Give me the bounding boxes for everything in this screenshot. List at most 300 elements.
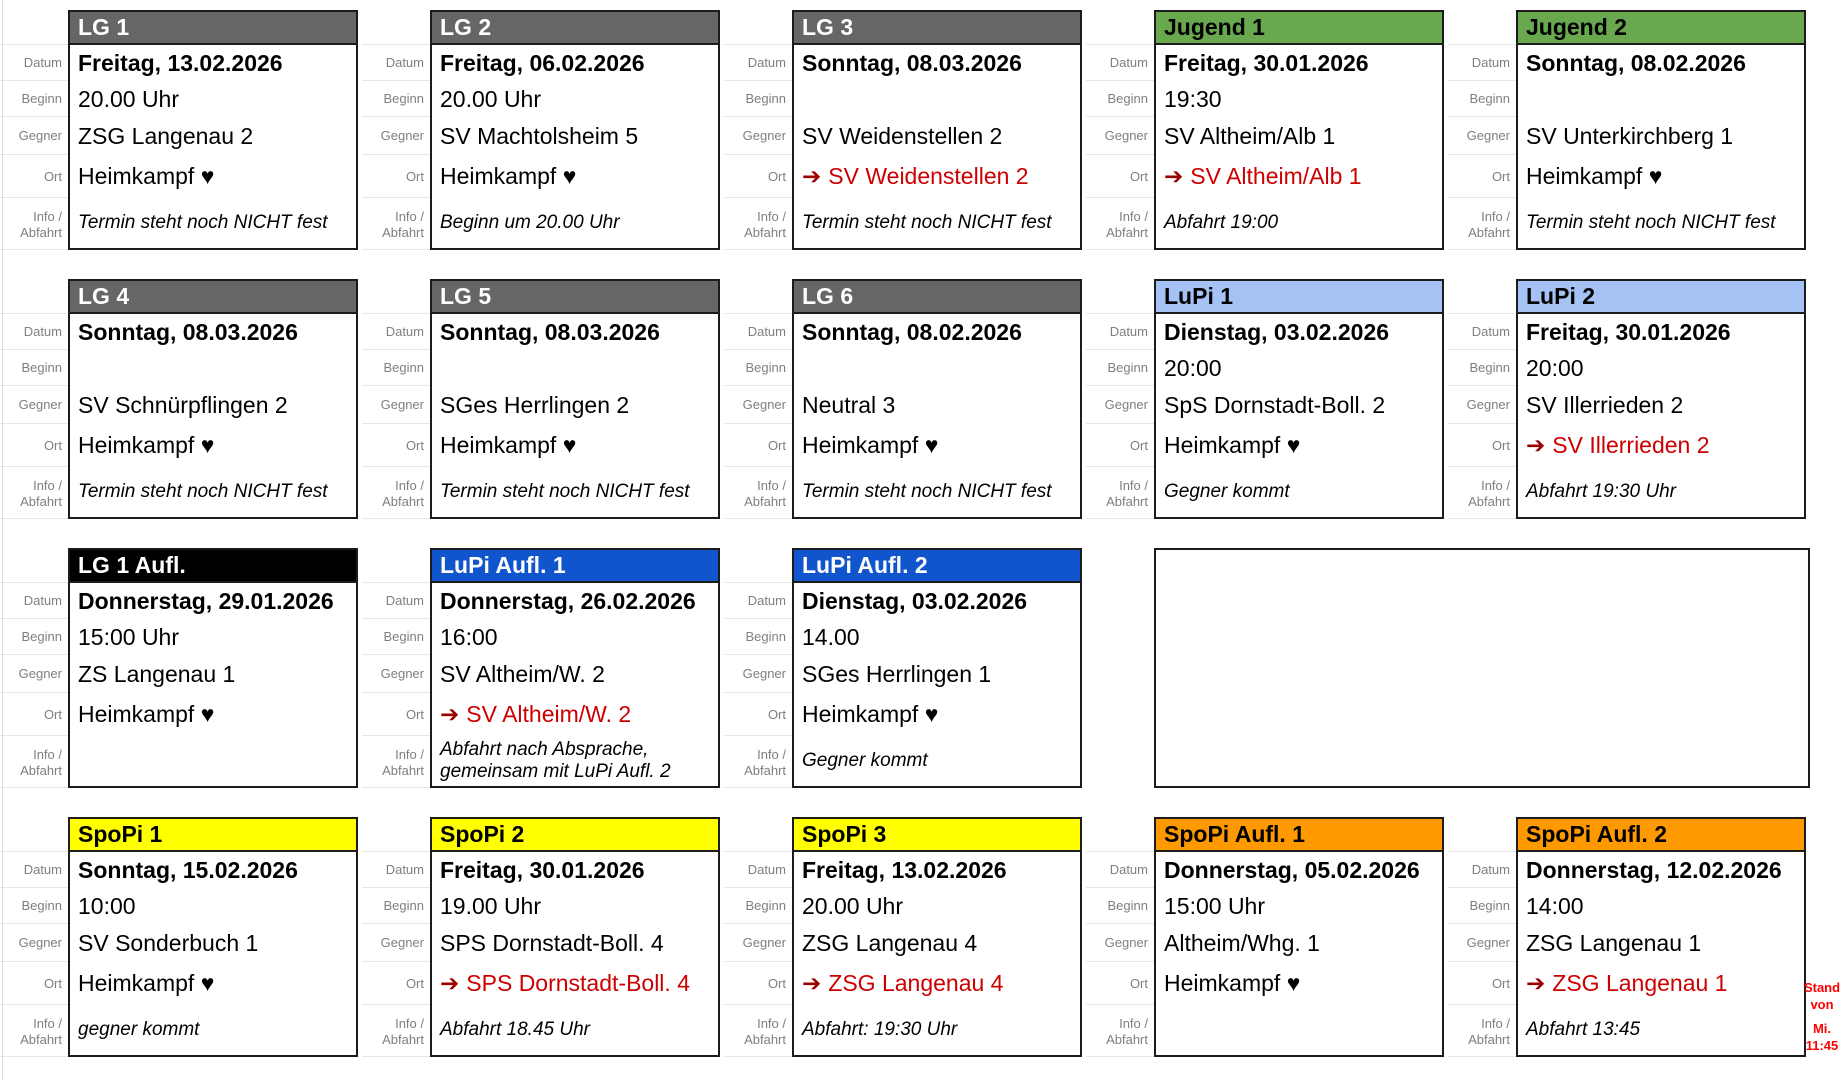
label-beginn: Beginn	[21, 91, 62, 106]
match-card	[1154, 10, 1444, 250]
label-gegner-row	[1448, 117, 1516, 155]
label-datum: Datum	[385, 862, 424, 877]
card-beginn: 10:00	[78, 892, 136, 919]
card-beginn: 19.00 Uhr	[440, 892, 542, 919]
card-header	[70, 550, 356, 583]
label-info: Info / Abfahrt	[1468, 477, 1510, 509]
label-datum-row	[724, 852, 792, 888]
card-header	[1518, 819, 1804, 852]
card-row-labels	[362, 10, 430, 250]
card-ort	[794, 424, 1080, 467]
label-info: Info / Abfahrt	[382, 746, 424, 778]
label-datum: Datum	[747, 324, 786, 339]
label-ort: Ort	[405, 975, 424, 991]
card-info-text: Beginn um 20.00 Uhr	[440, 211, 620, 233]
card-info	[432, 467, 718, 517]
gutter-header-spacer	[724, 819, 792, 852]
label-info-row	[0, 736, 68, 788]
label-info: Info / Abfahrt	[744, 1015, 786, 1047]
label-beginn: Beginn	[1107, 360, 1148, 375]
card-title: LG 2	[440, 14, 492, 40]
label-datum-row	[1448, 852, 1516, 888]
gutter-header-spacer	[0, 12, 68, 45]
gutter-header-spacer	[724, 550, 792, 583]
away-arrow-icon: ➔	[1526, 970, 1546, 996]
card-info-text: Termin steht noch NICHT fest	[78, 480, 328, 502]
match-card	[792, 548, 1082, 788]
label-gegner-row	[0, 117, 68, 155]
stand-label: Stand von	[1803, 980, 1841, 1012]
card-gegner: SV Schnürpflingen 2	[78, 391, 288, 418]
label-ort-row	[1448, 424, 1516, 467]
label-beginn: Beginn	[21, 629, 62, 644]
gutter-header-spacer	[362, 281, 430, 314]
label-gegner-row	[724, 117, 792, 155]
card-gegner: SpS Dornstadt-Boll. 2	[1164, 391, 1386, 418]
label-ort: Ort	[767, 168, 786, 184]
label-beginn-row	[1448, 888, 1516, 924]
label-gegner-row	[1448, 924, 1516, 962]
label-datum: Datum	[747, 593, 786, 608]
label-gegner-row	[0, 924, 68, 962]
match-card-cell	[362, 279, 724, 519]
card-info-text: Gegner kommt	[1164, 480, 1290, 502]
label-ort-row	[724, 155, 792, 198]
card-gegner: SV Sonderbuch 1	[78, 929, 259, 956]
card-gegner: SV Unterkirchberg 1	[1526, 122, 1734, 149]
card-gegner: SV Weidenstellen 2	[802, 122, 1003, 149]
match-card	[430, 10, 720, 250]
label-ort-row	[0, 693, 68, 736]
card-ort-text: Heimkampf ♥	[440, 163, 577, 189]
card-beginn: 14.00	[802, 623, 860, 650]
label-info: Info / Abfahrt	[1106, 1015, 1148, 1047]
label-info: Info / Abfahrt	[20, 746, 62, 778]
label-gegner: Gegner	[742, 397, 786, 412]
card-title: LuPi Aufl. 2	[802, 552, 928, 578]
card-ort	[70, 424, 356, 467]
label-beginn: Beginn	[745, 898, 786, 913]
card-info-text: Termin steht noch NICHT fest	[440, 480, 690, 502]
label-datum-row	[0, 583, 68, 619]
label-ort: Ort	[1129, 975, 1148, 991]
card-datum: Sonntag, 08.02.2026	[1526, 49, 1746, 76]
card-header	[70, 281, 356, 314]
label-datum-row	[0, 45, 68, 81]
gutter-header-spacer	[724, 281, 792, 314]
match-card-cell	[1448, 10, 1810, 250]
match-card	[1516, 10, 1806, 250]
card-info	[1156, 1005, 1442, 1055]
label-info: Info / Abfahrt	[382, 477, 424, 509]
card-info-text: Abfahrt 19:30 Uhr	[1526, 480, 1676, 502]
gutter-header-spacer	[1448, 12, 1516, 45]
label-gegner-row	[362, 924, 430, 962]
gutter-header-spacer	[1086, 12, 1154, 45]
card-info-text: Termin steht noch NICHT fest	[1526, 211, 1776, 233]
label-beginn-row	[724, 350, 792, 386]
label-beginn-row	[1086, 81, 1154, 117]
card-ort-text: ZSG Langenau 4	[828, 970, 1004, 996]
card-title: SpoPi Aufl. 2	[1526, 821, 1667, 847]
card-info	[70, 198, 356, 248]
label-datum: Datum	[23, 324, 62, 339]
card-gegner: SV Altheim/W. 2	[440, 660, 605, 687]
label-ort: Ort	[1491, 168, 1510, 184]
card-beginn: 20:00	[1526, 354, 1584, 381]
card-header	[794, 819, 1080, 852]
card-info	[1156, 467, 1442, 517]
card-title: SpoPi Aufl. 1	[1164, 821, 1305, 847]
card-title: SpoPi 2	[440, 821, 525, 847]
label-beginn-row	[0, 81, 68, 117]
label-ort: Ort	[1129, 437, 1148, 453]
label-ort: Ort	[1491, 437, 1510, 453]
card-info-text: gegner kommt	[78, 1018, 200, 1040]
label-gegner: Gegner	[742, 935, 786, 950]
card-row-labels	[0, 548, 68, 788]
card-beginn	[70, 350, 356, 386]
card-beginn	[794, 81, 1080, 117]
card-beginn: 15:00 Uhr	[78, 623, 180, 650]
card-ort-text: Heimkampf ♥	[1164, 432, 1301, 458]
card-header	[1518, 281, 1804, 314]
card-datum: Dienstag, 03.02.2026	[802, 587, 1028, 614]
label-beginn: Beginn	[1469, 898, 1510, 913]
label-ort-row	[1086, 155, 1154, 198]
label-ort-row	[724, 962, 792, 1005]
card-datum: Sonntag, 08.03.2026	[802, 49, 1022, 76]
card-info	[1518, 1005, 1804, 1055]
label-datum-row	[1086, 852, 1154, 888]
label-ort: Ort	[43, 975, 62, 991]
card-row-labels	[1086, 279, 1154, 519]
label-beginn-row	[362, 888, 430, 924]
card-datum: Freitag, 30.01.2026	[1526, 318, 1731, 345]
label-info: Info / Abfahrt	[1106, 208, 1148, 240]
away-arrow-icon: ➔	[802, 163, 822, 189]
label-ort: Ort	[405, 437, 424, 453]
label-beginn: Beginn	[383, 898, 424, 913]
label-info-row	[362, 736, 430, 788]
label-ort-row	[0, 962, 68, 1005]
label-info-row	[1086, 1005, 1154, 1057]
label-datum: Datum	[1109, 862, 1148, 877]
label-beginn: Beginn	[1107, 91, 1148, 106]
card-header	[1156, 819, 1442, 852]
match-card-cell	[1086, 817, 1448, 1057]
label-beginn-row	[1448, 81, 1516, 117]
label-gegner-row	[362, 117, 430, 155]
match-card	[792, 10, 1082, 250]
card-info-text: Abfahrt 19:00	[1164, 211, 1279, 233]
label-datum-row	[0, 852, 68, 888]
match-card-cell	[1086, 10, 1448, 250]
card-row-labels	[362, 548, 430, 788]
card-header	[432, 12, 718, 45]
match-card	[68, 10, 358, 250]
label-info: Info / Abfahrt	[744, 208, 786, 240]
label-datum-row	[1086, 314, 1154, 350]
gutter-header-spacer	[0, 281, 68, 314]
label-info-row	[1448, 467, 1516, 519]
match-card-cell	[1086, 279, 1448, 519]
match-card-cell	[362, 10, 724, 250]
gutter-header-spacer	[1448, 281, 1516, 314]
label-ort: Ort	[767, 437, 786, 453]
card-datum: Freitag, 30.01.2026	[440, 856, 645, 883]
label-info-row	[1448, 1005, 1516, 1057]
match-card	[1154, 279, 1444, 519]
card-datum: Donnerstag, 05.02.2026	[1164, 856, 1420, 883]
card-datum: Freitag, 13.02.2026	[802, 856, 1007, 883]
card-gegner: Neutral 3	[802, 391, 896, 418]
card-ort-text: ZSG Langenau 1	[1552, 970, 1728, 996]
label-ort-row	[0, 424, 68, 467]
card-header	[794, 550, 1080, 583]
card-beginn: 15:00 Uhr	[1164, 892, 1266, 919]
label-ort: Ort	[43, 168, 62, 184]
card-info-text: Gegner kommt	[802, 749, 928, 771]
card-gegner: ZSG Langenau 1	[1526, 929, 1702, 956]
label-ort-row	[1086, 424, 1154, 467]
label-ort-row	[362, 962, 430, 1005]
card-info	[432, 1005, 718, 1055]
label-beginn-row	[724, 888, 792, 924]
card-datum: Donnerstag, 29.01.2026	[78, 587, 334, 614]
label-beginn: Beginn	[745, 91, 786, 106]
card-info	[794, 736, 1080, 786]
last-updated-note	[1801, 980, 1843, 1055]
match-card-cell	[724, 279, 1086, 519]
label-gegner: Gegner	[18, 397, 62, 412]
card-row-labels	[1448, 817, 1516, 1057]
card-title: SpoPi 1	[78, 821, 163, 847]
label-datum: Datum	[747, 862, 786, 877]
card-gegner: SV Illerrieden 2	[1526, 391, 1684, 418]
label-ort: Ort	[43, 437, 62, 453]
label-datum-row	[362, 852, 430, 888]
card-info	[794, 198, 1080, 248]
card-title: Jugend 2	[1526, 14, 1627, 40]
label-gegner-row	[1086, 386, 1154, 424]
label-info-row	[1086, 198, 1154, 250]
match-card	[430, 279, 720, 519]
card-row-labels	[362, 279, 430, 519]
label-datum: Datum	[385, 593, 424, 608]
card-ort-text: Heimkampf ♥	[78, 701, 215, 727]
empty-slot	[1086, 548, 1810, 788]
label-info-row	[1448, 198, 1516, 250]
label-beginn-row	[0, 350, 68, 386]
label-ort-row	[362, 424, 430, 467]
card-title: LG 6	[802, 283, 854, 309]
label-ort: Ort	[1491, 975, 1510, 991]
match-card	[1516, 279, 1806, 519]
label-beginn-row	[724, 81, 792, 117]
label-info-row	[724, 467, 792, 519]
away-arrow-icon: ➔	[440, 701, 460, 727]
match-card-cell	[0, 548, 362, 788]
card-title: LuPi 1	[1164, 283, 1234, 309]
label-beginn: Beginn	[21, 360, 62, 375]
label-info-row	[0, 467, 68, 519]
card-datum: Sonntag, 15.02.2026	[78, 856, 298, 883]
card-ort-text: SV Altheim/Alb 1	[1190, 163, 1362, 189]
match-card-cell	[1448, 817, 1810, 1057]
match-card	[68, 548, 358, 788]
card-ort	[1156, 155, 1442, 198]
card-title: LG 5	[440, 283, 492, 309]
label-gegner-row	[362, 386, 430, 424]
card-datum: Freitag, 13.02.2026	[78, 49, 283, 76]
card-header	[432, 550, 718, 583]
label-gegner: Gegner	[1466, 128, 1510, 143]
card-gegner: SPS Dornstadt-Boll. 4	[440, 929, 664, 956]
card-beginn: 20.00 Uhr	[78, 85, 180, 112]
label-datum: Datum	[23, 593, 62, 608]
card-header	[432, 281, 718, 314]
card-row-labels	[0, 817, 68, 1057]
gutter-header-spacer	[0, 819, 68, 852]
label-gegner: Gegner	[380, 666, 424, 681]
card-ort-text: Heimkampf ♥	[802, 432, 939, 458]
label-gegner: Gegner	[1104, 935, 1148, 950]
label-gegner: Gegner	[742, 128, 786, 143]
label-gegner-row	[1448, 386, 1516, 424]
card-beginn: 16:00	[440, 623, 498, 650]
card-datum: Donnerstag, 12.02.2026	[1526, 856, 1782, 883]
card-ort-text: Heimkampf ♥	[802, 701, 939, 727]
label-gegner: Gegner	[1104, 397, 1148, 412]
gutter-header-spacer	[362, 819, 430, 852]
card-header	[794, 281, 1080, 314]
card-row-labels	[724, 10, 792, 250]
card-ort-text: Heimkampf ♥	[78, 163, 215, 189]
label-gegner: Gegner	[380, 128, 424, 143]
card-beginn	[794, 350, 1080, 386]
card-beginn	[1518, 81, 1804, 117]
card-beginn	[432, 350, 718, 386]
label-gegner-row	[0, 655, 68, 693]
card-ort-text: Heimkampf ♥	[1526, 163, 1663, 189]
card-ort	[70, 693, 356, 736]
label-info: Info / Abfahrt	[744, 477, 786, 509]
label-datum-row	[724, 45, 792, 81]
gutter-header-spacer	[362, 12, 430, 45]
card-info	[70, 736, 356, 786]
label-gegner-row	[1086, 924, 1154, 962]
label-datum: Datum	[747, 55, 786, 70]
card-title: LuPi Aufl. 1	[440, 552, 566, 578]
label-gegner-row	[724, 386, 792, 424]
label-gegner-row	[362, 655, 430, 693]
card-info	[794, 467, 1080, 517]
label-info: Info / Abfahrt	[382, 208, 424, 240]
card-header	[794, 12, 1080, 45]
label-beginn-row	[0, 888, 68, 924]
label-info-row	[1086, 467, 1154, 519]
label-gegner-row	[0, 386, 68, 424]
card-title: LuPi 2	[1526, 283, 1596, 309]
label-info-row	[0, 1005, 68, 1057]
label-datum-row	[0, 314, 68, 350]
label-ort-row	[362, 693, 430, 736]
card-ort-text: SV Illerrieden 2	[1552, 432, 1710, 458]
card-row-labels	[1086, 10, 1154, 250]
card-info	[70, 467, 356, 517]
card-gegner: ZSG Langenau 2	[78, 122, 254, 149]
card-info-text: Termin steht noch NICHT fest	[802, 480, 1052, 502]
label-info: Info / Abfahrt	[1106, 477, 1148, 509]
match-card	[1154, 817, 1444, 1057]
label-gegner: Gegner	[18, 666, 62, 681]
label-gegner-row	[1086, 117, 1154, 155]
label-datum: Datum	[1471, 324, 1510, 339]
gutter-header-spacer	[1086, 819, 1154, 852]
match-card	[1516, 817, 1806, 1057]
label-gegner: Gegner	[742, 666, 786, 681]
card-datum: Donnerstag, 26.02.2026	[440, 587, 696, 614]
label-info-row	[724, 1005, 792, 1057]
label-ort-row	[1448, 962, 1516, 1005]
stand-time: Mi. 11:45	[1805, 1020, 1839, 1053]
label-datum: Datum	[1109, 55, 1148, 70]
card-info-text: Abfahrt nach Absprache, gemeinsam mit LuPi Aufl. 2	[440, 738, 671, 782]
label-datum-row	[362, 583, 430, 619]
label-info: Info / Abfahrt	[744, 746, 786, 778]
card-row-labels	[1448, 279, 1516, 519]
label-info-row	[362, 198, 430, 250]
label-beginn-row	[362, 81, 430, 117]
label-info-row	[0, 198, 68, 250]
gutter-header-spacer	[1086, 281, 1154, 314]
card-datum: Sonntag, 08.03.2026	[78, 318, 298, 345]
card-ort	[1156, 424, 1442, 467]
label-ort: Ort	[767, 706, 786, 722]
card-row-labels	[362, 817, 430, 1057]
card-info	[1156, 198, 1442, 248]
card-header	[432, 819, 718, 852]
label-datum-row	[362, 45, 430, 81]
label-datum: Datum	[23, 862, 62, 877]
label-gegner: Gegner	[18, 128, 62, 143]
card-ort-text: SV Weidenstellen 2	[828, 163, 1029, 189]
label-ort: Ort	[43, 706, 62, 722]
label-gegner-row	[724, 924, 792, 962]
card-datum: Freitag, 30.01.2026	[1164, 49, 1369, 76]
away-arrow-icon: ➔	[802, 970, 822, 996]
cards-grid	[0, 10, 1810, 1057]
label-beginn: Beginn	[383, 91, 424, 106]
card-gegner: SGes Herrlingen 2	[440, 391, 630, 418]
match-card-cell	[0, 10, 362, 250]
label-beginn: Beginn	[745, 629, 786, 644]
card-gegner: Altheim/Whg. 1	[1164, 929, 1320, 956]
label-gegner: Gegner	[380, 397, 424, 412]
label-beginn-row	[362, 350, 430, 386]
label-datum-row	[1448, 45, 1516, 81]
label-datum-row	[1448, 314, 1516, 350]
label-ort: Ort	[767, 975, 786, 991]
card-info	[70, 1005, 356, 1055]
card-ort	[432, 962, 718, 1005]
card-beginn: 14:00	[1526, 892, 1584, 919]
label-info: Info / Abfahrt	[382, 1015, 424, 1047]
match-card	[68, 817, 358, 1057]
label-ort: Ort	[1129, 168, 1148, 184]
label-gegner: Gegner	[1104, 128, 1148, 143]
